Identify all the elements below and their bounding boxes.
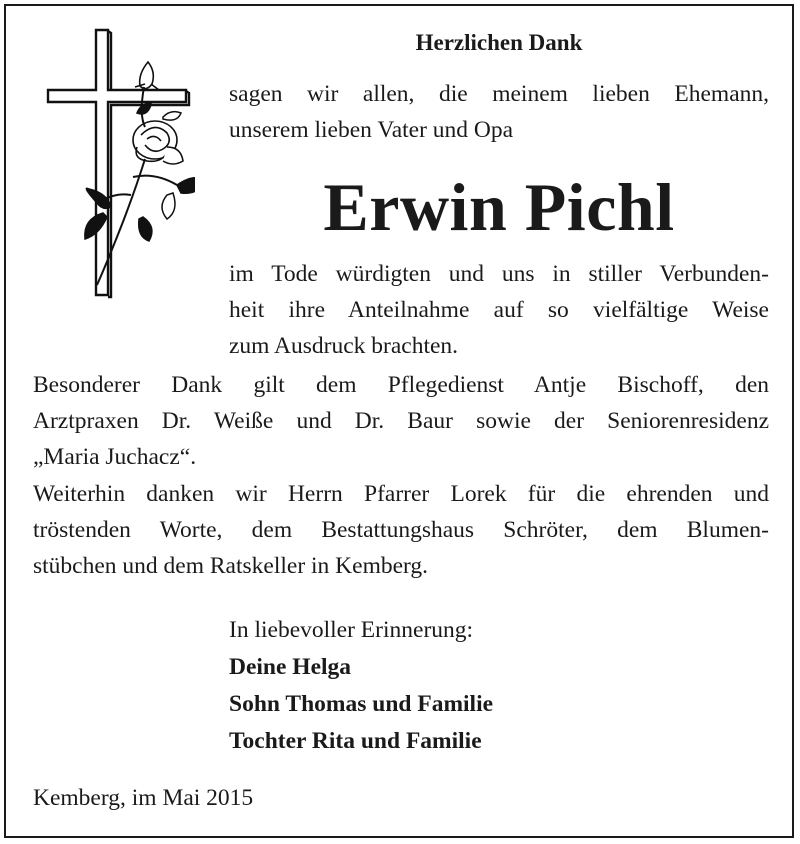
further-thanks-paragraph (33, 476, 769, 584)
text-line: Weiterhin danken wir Herrn Pfarrer Lorek für die ehrenden und (33, 481, 769, 507)
text-line: stübchen und dem Ratskeller in Kemberg. (33, 553, 429, 579)
signature-name: Sohn Thomas und Familie (229, 691, 494, 717)
signature-block (229, 612, 493, 760)
text-line: Besonderer Dank gilt dem Pflegedienst Antje Bischoff, den (33, 372, 769, 398)
intro-paragraph (229, 76, 769, 148)
text-line: heit ihre Anteilnahme auf so vielfältige Weise (229, 297, 769, 323)
text-line: unserem lieben Vater und Opa (229, 117, 514, 143)
text-line: tröstenden Worte, dem Bestattungshaus Schröter, dem Blumen- (33, 517, 769, 543)
text-line: im Tode würdigten und uns in stiller Verbunden- (229, 261, 769, 287)
text-line: Arztpraxen Dr. Weiße und Dr. Baur sowie der Seniorenresidenz (33, 408, 769, 434)
signature-name: Tochter Rita und Familie (229, 728, 482, 754)
deceased-name: Erwin Pichl (323, 169, 675, 245)
signature-intro: In liebevoller Erinnerung: (229, 617, 474, 643)
text-line: „Maria Juchacz“. (33, 444, 197, 470)
signature-name: Deine Helga (229, 654, 352, 680)
place-date: Kemberg, im Mai 2015 (33, 785, 254, 811)
heading: Herzlichen Dank (415, 30, 583, 55)
after-name-paragraph (229, 256, 769, 364)
special-thanks-paragraph (33, 367, 769, 475)
text-line: sagen wir allen, die meinem lieben Ehemann, (229, 81, 769, 107)
text-line: zum Ausdruck brachten. (229, 333, 459, 359)
cross-with-rose-icon (45, 27, 195, 302)
